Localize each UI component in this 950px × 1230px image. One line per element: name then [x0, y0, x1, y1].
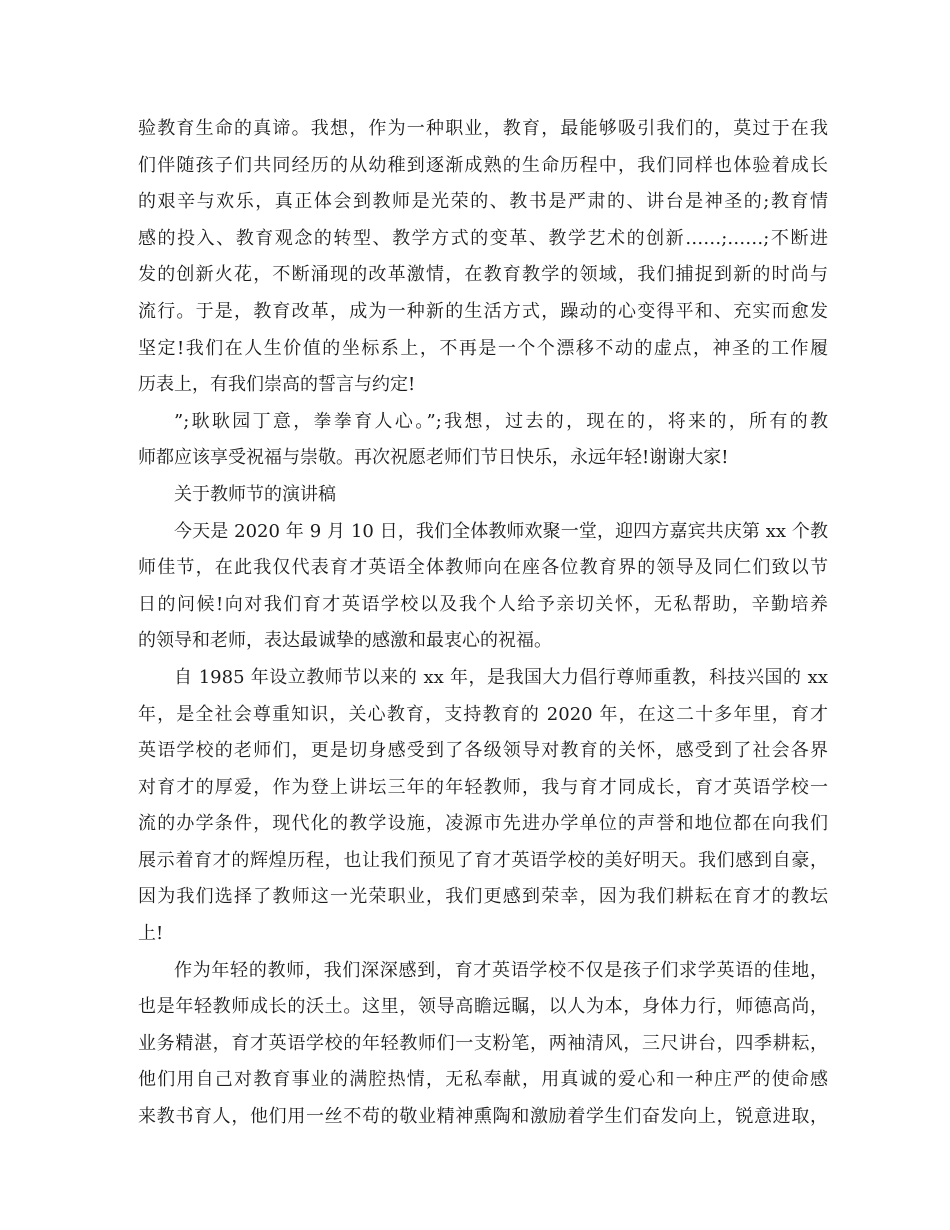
text-line-14: 日的问候!向对我们育才英语学校以及我个人给予亲切关怀，无私帮助，辛勤培养: [138, 593, 828, 615]
text-line-15: 的领导和老师，表达最诚挚的感激和最衷心的祝福。: [138, 630, 552, 652]
text-line-24: 作为年轻的教师，我们深深感到，育才英语学校不仅是孩子们求学英语的佳地，: [174, 959, 828, 981]
text-line-28: 来教书育人，他们用一丝不苟的敬业精神熏陶和激励着学生们奋发向上，锐意进取，: [138, 1106, 828, 1128]
text-line-13: 师佳节，在此我仅代表育才英语全体教师向在座各位教育界的领导及同仁们致以节: [138, 557, 828, 579]
text-line-5: 发的创新火花，不断涌现的改革激情，在教育教学的领域，我们捕捉到新的时尚与: [138, 264, 828, 286]
text-line-17: 年，是全社会尊重知识，关心教育，支持教育的 2020 年，在这二十多年里，育才: [138, 703, 828, 725]
text-line-25: 也是年轻教师成长的沃土。这里，领导高瞻远瞩，以人为本，身体力行，师德高尚，: [138, 996, 828, 1018]
text-line-2: 们伴随孩子们共同经历的从幼稚到逐渐成熟的生命历程中，我们同样也体验着成长: [138, 154, 828, 176]
text-line-26: 业务精湛，育才英语学校的年轻教师们一支粉笔，两袖清风，三尺讲台，四季耕耘，: [138, 1032, 828, 1054]
text-line-21: 展示着育才的辉煌历程，也让我们预见了育才英语学校的美好明天。我们感到自豪，: [138, 849, 828, 871]
text-line-12: 今天是 2020 年 9 月 10 日，我们全体教师欢聚一堂，迎四方嘉宾共庆第 xx 个教: [174, 520, 828, 542]
text-line-1: 验教育生命的真谛。我想，作为一种职业，教育，最能够吸引我们的，莫过于在我: [138, 118, 828, 139]
text-line-23: 上!: [138, 923, 164, 945]
text-line-3: 的艰辛与欢乐，真正体会到教师是光荣的、教书是严肃的、讲台是神圣的;教育情: [138, 191, 828, 213]
document-body: [138, 111, 828, 1136]
text-line-19: 对育才的厚爱，作为登上讲坛三年的年轻教师，我与育才同成长，育才英语学校一: [138, 776, 828, 798]
text-line-10: 师都应该享受祝福与崇敬。再次祝愿老师们节日快乐，永远年轻!谢谢大家!: [138, 447, 729, 469]
section-heading: 关于教师节的演讲稿: [174, 483, 336, 505]
text-line-9: ”;耿耿园丁意，拳拳育人心。”;我想，过去的，现在的，将来的，所有的教: [174, 410, 828, 432]
text-line-22: 因为我们选择了教师这一光荣职业，我们更感到荣幸，因为我们耕耘在育才的教坛: [138, 886, 828, 908]
text-line-16: 自 1985 年设立教师节以来的 xx 年，是我国大力倡行尊师重教，科技兴国的 xx: [174, 666, 828, 688]
text-line-4: 感的投入、教育观念的转型、教学方式的变革、教学艺术的创新……;……;不断进: [138, 227, 828, 249]
text-line-7: 坚定!我们在人生价值的坐标系上，不再是一个个漂移不动的虚点，神圣的工作履: [138, 337, 828, 359]
text-line-6: 流行。于是，教育改革，成为一种新的生活方式，躁动的心变得平和、充实而愈发: [138, 300, 828, 322]
text-line-20: 流的办学条件，现代化的教学设施，凌源市先进办学单位的声誉和地位都在向我们: [138, 813, 828, 835]
text-line-18: 英语学校的老师们，更是切身感受到了各级领导对教育的关怀，感受到了社会各界: [138, 740, 828, 762]
text-line-27: 他们用自己对教育事业的满腔热情，无私奉献，用真诚的爱心和一种庄严的使命感: [138, 1069, 828, 1091]
text-line-8: 历表上，有我们崇高的誓言与约定!: [138, 374, 416, 396]
